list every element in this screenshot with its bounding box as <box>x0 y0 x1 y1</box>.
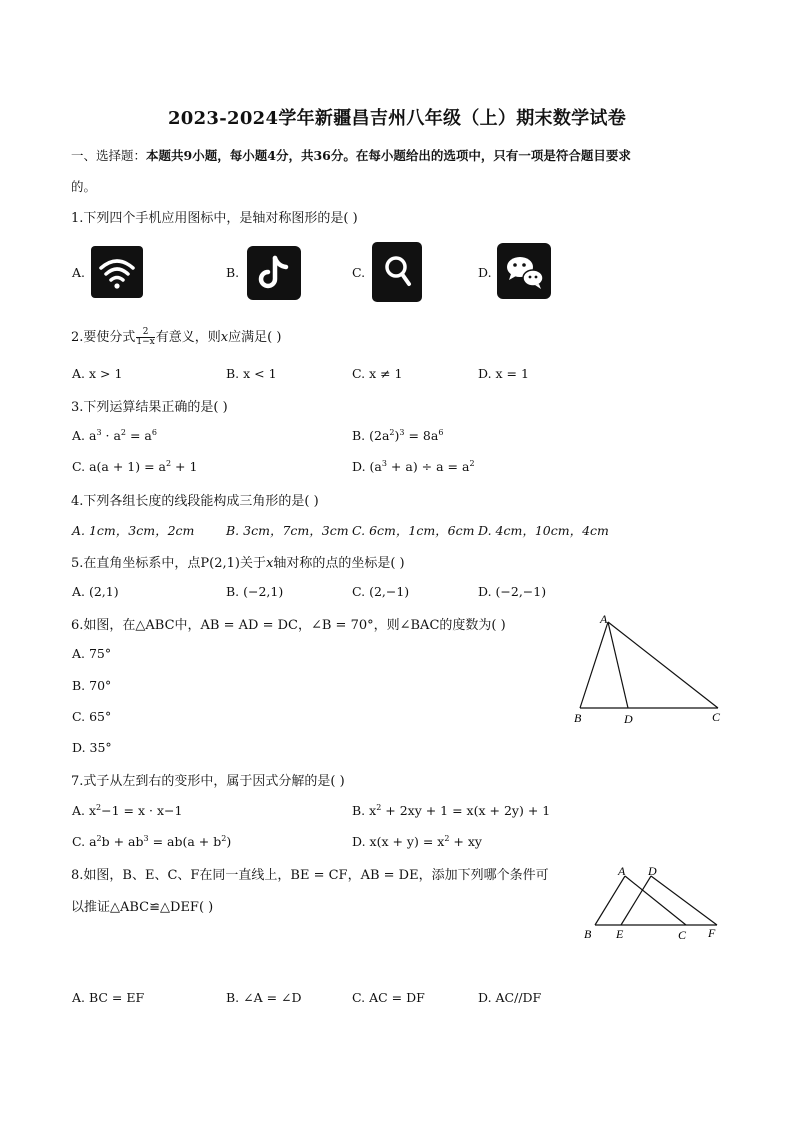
section-header-cont: 的。 <box>71 179 97 194</box>
q3-option-b <box>352 428 443 443</box>
q7-b-part: + 2xy + 1 = x(x + 2y) + 1 <box>381 803 551 819</box>
question-3-stem: 3.下列运算结果正确的是( ) <box>71 400 228 415</box>
section-text-c: 分，共 <box>275 148 314 163</box>
question-count: 9 <box>183 148 193 163</box>
q7-b-part: B. x <box>352 803 377 819</box>
q7-c-part: = ab(a + b <box>148 834 222 850</box>
q1-option-a-label: A. <box>72 265 86 280</box>
q6-triangle-figure <box>568 608 738 728</box>
q6-label-a: A <box>600 612 608 626</box>
section-text-a: 本题共 <box>146 148 184 163</box>
question-5-stem <box>71 552 405 571</box>
section-text-b: 小题，每小题 <box>192 148 268 163</box>
q5-stem-b: 轴对称的点的坐标是( ) <box>273 556 405 571</box>
q3-d-part: + a) ÷ a = a <box>386 459 470 475</box>
q6-label-c: C <box>712 710 721 724</box>
q3-a-part: = a <box>126 428 152 444</box>
question-8-stem-line2: 以推证△ABC≌△DEF( ) <box>71 900 214 915</box>
q2-fraction <box>136 328 154 347</box>
q7-c-exp: 2 <box>96 834 102 843</box>
q4-option-b: B. 3cm，7cm，3cm <box>226 523 349 538</box>
tiktok-icon <box>247 246 301 300</box>
wifi-icon <box>91 246 143 298</box>
q6-option-d: D. 35° <box>72 740 112 755</box>
q5-option-b: B. (−2,1) <box>226 584 284 599</box>
q2-variable: x <box>220 330 229 345</box>
q8-label-b: B <box>584 927 592 941</box>
q7-d-exp: 2 <box>444 834 450 843</box>
q3-a-part: A. a <box>72 428 97 444</box>
q5-option-a: A. (2,1) <box>72 584 119 599</box>
wechat-icon <box>497 243 551 299</box>
q4-option-d: D. 4cm，10cm，4cm <box>478 523 609 538</box>
q7-c-part: b + ab <box>101 834 144 850</box>
q7-c-exp: 2 <box>221 834 227 843</box>
q7-c-part: C. a <box>72 834 97 850</box>
question-4-stem: 4.下列各组长度的线段能构成三角形的是( ) <box>71 494 319 509</box>
q7-a-part: A. x <box>72 803 97 819</box>
q3-option-d <box>352 459 475 474</box>
q1-option-c-label: C. <box>352 265 366 280</box>
question-2-stem <box>71 326 281 347</box>
q3-option-a <box>72 428 157 443</box>
q6-label-b: B <box>574 711 582 725</box>
q2-option-d: D. x = 1 <box>478 366 529 381</box>
question-6-stem: 6.如图，在△ABC中，AB = AD = DC，∠B = 70°，则∠BAC的度数为( ) <box>71 618 506 633</box>
q5-variable: x <box>265 556 274 571</box>
q8-option-c: C. AC = DF <box>352 990 425 1005</box>
question-8-stem-line1: 8.如图，B、E、C、F在同一直线上，BE = CF，AB = DE，添加下列哪个条件可 <box>71 868 549 883</box>
q3-a-exp: 3 <box>96 428 102 437</box>
q7-c-part: ) <box>226 834 232 850</box>
q7-a-exp: 2 <box>96 803 102 812</box>
q3-option-c <box>72 459 197 474</box>
q8-label-a: A <box>618 864 626 878</box>
q6-label-d: D <box>624 712 633 726</box>
q3-b-part: ) <box>394 428 400 444</box>
q3-b-exp: 2 <box>389 428 395 437</box>
q4-option-a: A. 1cm，3cm，2cm <box>72 523 195 538</box>
q5-stem-a: 5.在直角坐标系中，点P(2,1)关于 <box>71 556 266 571</box>
q8-label-d: D <box>648 864 657 878</box>
q5-option-d: D. (−2,−1) <box>478 584 547 599</box>
q8-option-b: B. ∠A = ∠D <box>226 990 302 1005</box>
q8-option-a: A. BC = EF <box>72 990 145 1005</box>
q3-d-part: D. (a <box>352 459 382 475</box>
q8-option-d: D. AC//DF <box>478 990 542 1005</box>
q3-b-part: B. (2a <box>352 428 390 444</box>
q3-c-part: C. a(a + 1) = a <box>72 459 166 475</box>
section-header <box>71 146 631 164</box>
q8-label-e: E <box>616 927 624 941</box>
q2-option-b: B. x < 1 <box>226 366 277 381</box>
q7-option-b <box>352 803 550 818</box>
q3-b-part: = 8a <box>404 428 439 444</box>
q2-frac-numerator: 2 <box>136 328 154 338</box>
q6-option-a: A. 75° <box>72 646 112 661</box>
q2-option-a: A. x > 1 <box>72 366 123 381</box>
q7-a-part: −1 = x · x−1 <box>101 803 183 819</box>
question-1-stem: 1.下列四个手机应用图标中，是轴对称图形的是( ) <box>71 211 358 226</box>
q2-option-c: C. x ≠ 1 <box>352 366 403 381</box>
page-title: 2023-2024学年新疆昌吉州八年级（上）期末数学试卷 <box>167 108 627 129</box>
question-7-stem: 7.式子从左到右的变形中，属于因式分解的是( ) <box>71 774 345 789</box>
q6-option-b: B. 70° <box>72 678 112 693</box>
q8-triangles-figure <box>578 860 728 946</box>
section-text-d: 分。在每小题给出的选项中，只有一项是符合题目要求 <box>330 148 631 163</box>
q3-d-exp: 2 <box>469 459 475 468</box>
section-lead: 一、选择题： <box>71 148 147 163</box>
points-total: 36 <box>313 148 331 163</box>
q7-d-part: D. x(x + y) = x <box>352 834 445 850</box>
q7-b-exp: 2 <box>376 803 382 812</box>
q2-stem-a: 2.要使分式 <box>71 330 136 345</box>
q7-option-d <box>352 834 482 849</box>
q7-option-c <box>72 834 231 849</box>
q3-a-part: · a <box>101 428 121 444</box>
q3-a-exp: 2 <box>120 428 126 437</box>
q3-a-exp: 6 <box>151 428 157 437</box>
q8-label-f: F <box>708 926 716 940</box>
q8-label-c: C <box>678 928 687 942</box>
search-icon <box>372 242 422 302</box>
q4-option-c: C. 6cm，1cm，6cm <box>352 523 475 538</box>
q1-option-b-label: B. <box>226 265 240 280</box>
q3-c-exp: 2 <box>165 459 172 468</box>
q2-stem-b: 有意义，则 <box>155 330 221 345</box>
q3-b-exp: 3 <box>399 428 405 437</box>
q7-d-part: + xy <box>449 834 482 850</box>
q3-d-exp: 3 <box>381 459 387 468</box>
q7-c-exp: 3 <box>143 834 149 843</box>
q7-option-a <box>72 803 182 818</box>
q2-frac-denominator: 1−x <box>136 337 155 347</box>
q1-option-d-label: D. <box>478 265 492 280</box>
q5-option-c: C. (2,−1) <box>352 584 410 599</box>
q3-c-part: + 1 <box>171 459 198 475</box>
q2-stem-c: 应满足( ) <box>228 330 282 345</box>
q6-option-c: C. 65° <box>72 709 112 724</box>
q3-b-exp: 6 <box>438 428 444 437</box>
points-each: 4 <box>267 148 276 163</box>
